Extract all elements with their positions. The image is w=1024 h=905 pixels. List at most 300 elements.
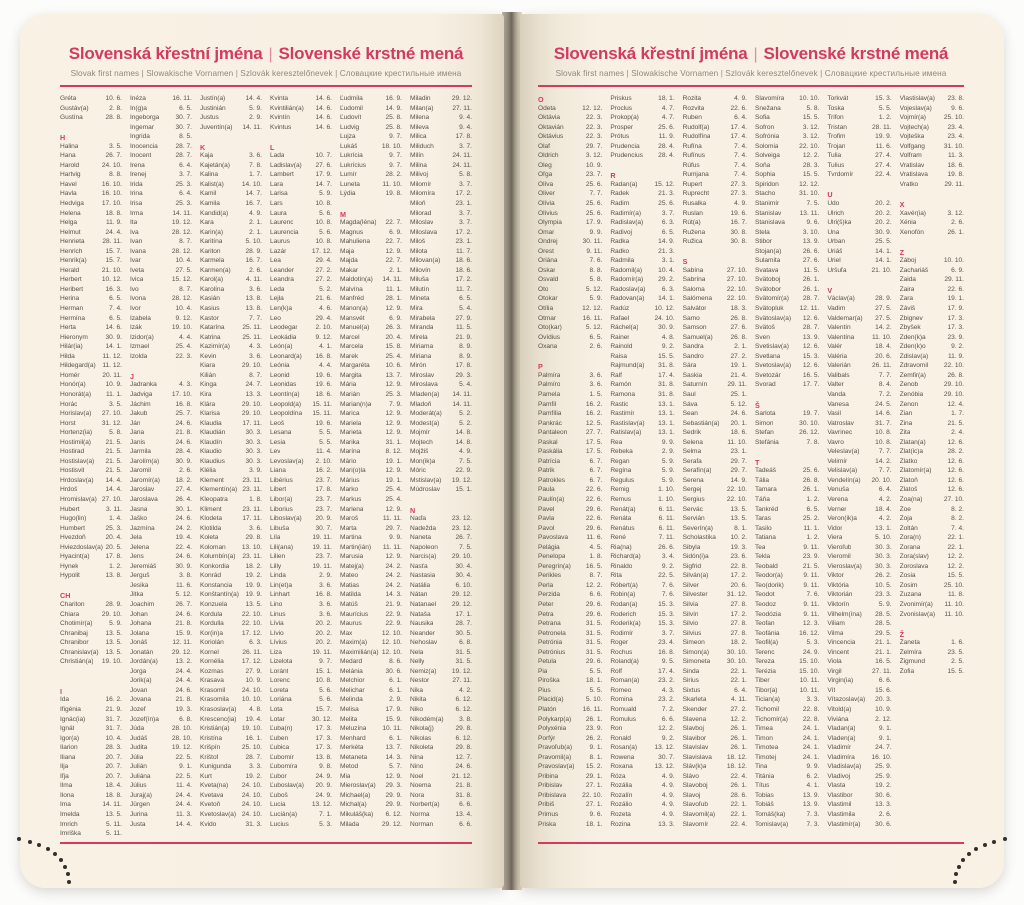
nameday-date: 7. 8. [806, 438, 820, 446]
name-entry [900, 114, 964, 124]
nameday-date: 5. 10. [875, 534, 892, 542]
name-label: Záviš [899, 305, 916, 313]
name-entry [610, 706, 674, 716]
nameday-date: 11. 9. [658, 133, 675, 141]
name-label: Klélia [200, 467, 216, 475]
nameday-date: 2. 5. [951, 658, 964, 666]
nameday-date: 27. 10. [943, 495, 964, 503]
nameday-date: 15. 11. [312, 400, 332, 408]
name-entry [610, 324, 674, 334]
name-entry [130, 229, 192, 239]
nameday-date: 8. 1. [734, 524, 747, 532]
name-entry [827, 725, 891, 735]
name-label: Viktorín [827, 600, 850, 608]
bottom-rule [60, 842, 472, 844]
name-label: Lambert [270, 171, 294, 179]
nameday-date: 15. 10. [799, 667, 820, 675]
name-entry [130, 544, 192, 554]
name-label: Levoslav(a) [270, 457, 304, 465]
name-entry [410, 572, 472, 582]
nameday-date: 14. 1. [105, 343, 122, 351]
nameday-date: 20. 3. [875, 696, 892, 704]
nameday-date: 7. 1. [319, 811, 332, 819]
name-label: Prudencius [610, 152, 643, 160]
name-entry [130, 735, 192, 745]
name-entry [683, 496, 747, 506]
nameday-date: 10. 8. [315, 200, 332, 208]
nameday-date: 14. 4. [175, 820, 192, 828]
nameday-date: 15. 8. [385, 343, 402, 351]
name-entry [60, 381, 122, 391]
name-entry [827, 582, 891, 592]
name-label: Inéza [130, 95, 146, 102]
name-label: Vratislava [899, 171, 928, 179]
nameday-date: 5. 5. [319, 438, 332, 446]
nameday-date: 9. 9. [589, 228, 603, 236]
nameday-date: 25. 11. [242, 333, 262, 341]
nameday-date: 29. 4. [315, 257, 332, 265]
name-label: Štefan [755, 429, 774, 437]
name-entry [755, 486, 819, 496]
name-label: Jaroslava [130, 495, 158, 503]
name-label: Robin(a) [610, 591, 636, 599]
nameday-date: 22. 6. [947, 285, 964, 293]
name-entry [827, 439, 891, 449]
nameday-date: 2. 6. [249, 266, 262, 274]
name-label: Milomír [410, 180, 432, 188]
name-label: Miluša [410, 276, 429, 284]
nameday-date: 9. 11. [586, 247, 603, 255]
name-entry [683, 420, 747, 430]
name-label: Kvinta [270, 95, 289, 102]
name-label: Selma [682, 448, 702, 456]
name-entry [410, 706, 472, 716]
nameday-date: 17. 5. [585, 438, 603, 446]
name-label: Tibor(a) [755, 686, 778, 694]
name-entry [130, 152, 192, 162]
name-entry [130, 716, 192, 726]
nameday-date: 10. 4. [105, 734, 122, 742]
name-entry [60, 343, 122, 353]
name-label: Silván(a) [682, 572, 709, 580]
name-entry [340, 467, 402, 477]
nameday-date: 30. 7. [175, 114, 192, 122]
name-label: Salvátor [682, 305, 707, 313]
name-label: Slavboj [682, 725, 704, 733]
nameday-date: 20. 2. [315, 629, 332, 637]
name-label: Vidor [827, 524, 843, 532]
name-entry [130, 391, 192, 401]
name-label: Ovídius [538, 333, 561, 341]
name-entry [410, 343, 472, 353]
nameday-date: 3. 3. [806, 696, 820, 704]
name-label: Klaudín [200, 438, 223, 446]
name-entry [270, 744, 332, 754]
nameday-date: 13. 9. [802, 801, 820, 809]
name-label: Ingrida [130, 133, 150, 141]
nameday-date: 30. 11. [582, 238, 603, 246]
name-entry [130, 706, 192, 716]
nameday-date: 15. 9. [175, 629, 192, 637]
name-entry [538, 286, 602, 296]
name-entry [827, 601, 891, 611]
name-entry [683, 439, 747, 449]
name-entry [683, 467, 747, 477]
nameday-date: 29. 10. [451, 553, 472, 561]
name-entry [827, 754, 891, 764]
nameday-date: 19. 1. [385, 457, 402, 465]
name-entry [538, 248, 602, 258]
nameday-date: 30. 5. [455, 629, 472, 637]
name-entry [755, 754, 819, 764]
name-entry [410, 410, 472, 420]
nameday-date: 17. 9. [385, 706, 402, 713]
section-letter [270, 143, 332, 153]
name-label: Remus [610, 495, 631, 503]
name-label: Milovín [410, 266, 431, 274]
name-entry [610, 773, 674, 783]
name-label: Tomáš(ka) [755, 811, 786, 819]
nameday-date: 3. 8. [459, 715, 472, 723]
nameday-date: 19. 11. [312, 562, 332, 570]
nameday-date: 20. 10. [871, 476, 892, 484]
name-label: Liborius [270, 505, 293, 513]
nameday-date: 20. 6. [875, 352, 892, 360]
name-entry [610, 486, 674, 496]
name-label: Herina [60, 295, 80, 303]
name-entry [538, 763, 602, 773]
name-label: Nikoleta [410, 744, 434, 752]
name-label: Rúfus [682, 161, 700, 169]
name-label: Hilda [60, 352, 75, 360]
nameday-date: 11. 9. [105, 219, 122, 227]
name-label: Lejla [270, 295, 284, 303]
name-label: Simeon [682, 639, 705, 647]
name-entry [340, 544, 402, 554]
nameday-date: 26. 6. [658, 543, 675, 551]
name-label: Vratislav [899, 161, 925, 169]
name-label: Terenc [755, 648, 775, 656]
name-entry [610, 391, 674, 401]
name-entry [610, 716, 674, 726]
nameday-date: 13. 1. [658, 400, 675, 408]
name-entry [60, 324, 122, 334]
name-label: Zvonislav(a) [899, 610, 935, 618]
name-entry [755, 716, 819, 726]
nameday-date: 15. 10. [799, 658, 820, 666]
name-label: Lívia [270, 620, 284, 628]
nameday-date: 11. 6. [875, 142, 892, 150]
nameday-date: 16. 12. [799, 629, 820, 637]
nameday-date: 19. 8. [385, 190, 402, 198]
nameday-date: 24. 5. [875, 400, 892, 408]
nameday-date: 29. 7. [730, 457, 747, 465]
name-label: Romulus [610, 715, 636, 723]
nameday-date: 26. 8. [730, 314, 747, 322]
name-label: Jazmína [130, 524, 155, 532]
nameday-date: 6. 9. [951, 266, 964, 274]
name-label: Rút(a) [682, 219, 701, 227]
nameday-date: 11. 10. [871, 333, 892, 341]
name-entry [610, 114, 674, 124]
name-label: Uriáš [827, 247, 843, 255]
name-entry [200, 162, 262, 172]
name-entry [755, 792, 819, 802]
nameday-date: 2. 9. [389, 696, 402, 704]
nameday-date: 29. 10. [241, 410, 262, 418]
nameday-date: 14. 1. [875, 257, 892, 265]
nameday-date: 10. 6. [385, 362, 402, 370]
name-entry [200, 114, 262, 124]
name-label: Pravoslav(a) [538, 763, 575, 771]
name-entry [755, 429, 819, 439]
name-label: Hostisvit [60, 467, 85, 475]
name-entry [270, 458, 332, 468]
nameday-date: 30. 3. [245, 438, 262, 446]
blank-row [60, 124, 122, 134]
name-entry [270, 410, 332, 420]
name-entry [270, 105, 332, 115]
name-label: Jesika [130, 581, 149, 589]
name-entry [900, 143, 964, 153]
name-label: Maxim(a) [340, 639, 368, 647]
name-entry [610, 429, 674, 439]
name-entry [827, 486, 891, 496]
name-label: Regan [610, 457, 630, 465]
name-label: Pamfília [538, 410, 562, 418]
name-label: Margaréta [340, 362, 370, 370]
name-label: Krasava [200, 677, 224, 685]
nameday-date: 24. 10. [241, 791, 262, 799]
nameday-date: 29. 10. [241, 400, 262, 408]
name-label: Lukáš [340, 142, 358, 150]
name-entry [755, 353, 819, 363]
name-label: Judita [130, 744, 148, 752]
name-entry [200, 668, 262, 678]
name-entry [410, 401, 472, 411]
section-letter-label: R [610, 171, 616, 181]
name-label: Mateo [340, 572, 359, 580]
name-label: Pravoľub(a) [538, 744, 572, 752]
nameday-date: 13. 11. [799, 209, 820, 217]
blank-row [200, 133, 262, 143]
name-entry [60, 162, 122, 172]
nameday-date: 5. 3. [806, 639, 820, 647]
nameday-date: 9. 12. [315, 333, 332, 341]
right-page [520, 14, 1004, 888]
nameday-date: 5. 2. [459, 419, 472, 427]
nameday-date: 23. 11. [242, 476, 262, 484]
name-entry [683, 620, 747, 630]
nameday-date: 26. 1. [730, 744, 747, 752]
name-entry [538, 143, 602, 153]
name-label: Pelágia [538, 543, 560, 551]
name-label: Kira [200, 390, 212, 398]
name-entry [683, 267, 747, 277]
name-label: Stibor [755, 238, 772, 246]
nameday-date: 13. 5. [105, 811, 122, 819]
name-entry [60, 744, 122, 754]
name-label: Kinga [200, 381, 217, 389]
name-label: Vladan(a) [827, 725, 856, 733]
name-entry [340, 171, 402, 181]
name-entry [340, 429, 402, 439]
name-label: Hostimil(a) [60, 438, 91, 446]
name-entry [410, 687, 472, 697]
name-label: Hrdoslav(a) [60, 476, 94, 484]
name-entry [410, 143, 472, 153]
name-label: Herbert [60, 276, 82, 284]
name-entry [60, 171, 122, 181]
nameday-date: 2. 12. [875, 715, 892, 723]
name-label: Tereza [755, 658, 775, 666]
name-entry [340, 295, 402, 305]
nameday-date: 17. 2. [455, 190, 472, 198]
name-label: Tekla [755, 553, 771, 561]
name-label: Velimír [827, 457, 848, 465]
name-entry [60, 649, 122, 659]
nameday-date: 15. 7. [315, 706, 332, 713]
name-entry [60, 105, 122, 115]
nameday-date: 3. 9. [249, 467, 262, 475]
name-entry [538, 601, 602, 611]
name-label: Martin(ián) [340, 543, 371, 551]
name-label: Rozvita [682, 104, 705, 112]
name-entry [610, 353, 674, 363]
name-entry [827, 152, 891, 162]
nameday-date: 6. 8. [179, 715, 192, 723]
name-label: Rufínus [682, 152, 706, 160]
nameday-date: 29. 8. [245, 534, 262, 542]
name-entry [340, 754, 402, 764]
nameday-date: 19. 9. [245, 591, 262, 599]
name-entry [340, 448, 402, 458]
nameday-date: 22. 1. [730, 801, 747, 809]
nameday-date: 1. 2. [109, 562, 122, 570]
name-label: Libor(a) [270, 495, 293, 503]
name-label: Ilma [60, 782, 73, 790]
nameday-date: 11. 10. [944, 600, 964, 608]
nameday-date: 12. 9. [385, 247, 402, 255]
nameday-date: 13. 10. [241, 543, 262, 551]
name-label: Havla [60, 190, 77, 198]
nameday-date: 28. 1. [385, 295, 402, 303]
name-entry [755, 496, 819, 506]
name-label: Konzuela [200, 600, 228, 608]
name-entry [755, 190, 819, 200]
name-entry [683, 162, 747, 172]
name-label: Vladen(a) [827, 734, 856, 742]
name-label: Salómena [682, 295, 712, 303]
nameday-date: 5. 9. [661, 467, 675, 475]
name-label: Ľubomíra [270, 763, 298, 771]
name-label: Meluzína [340, 725, 367, 733]
name-label: Inocent [130, 152, 152, 160]
name-label: Mieroslav(a) [340, 782, 376, 790]
name-label: Mikuláš(ka) [340, 811, 374, 819]
name-entry [610, 133, 674, 143]
name-label: Tea [755, 543, 766, 551]
section-letter-label: U [827, 190, 833, 200]
names-column [538, 95, 602, 830]
name-entry [610, 190, 674, 200]
name-entry [610, 782, 674, 792]
name-entry [900, 152, 964, 162]
name-label: Nikolas [410, 734, 432, 742]
name-entry [610, 105, 674, 115]
name-entry [683, 782, 747, 792]
name-label: Mileva [410, 123, 429, 131]
nameday-date: 31. 5. [455, 648, 472, 656]
name-entry [683, 611, 747, 621]
name-label: Martina [340, 534, 362, 542]
nameday-date: 12. 12. [582, 104, 603, 112]
name-label: Tadeáš [755, 467, 776, 475]
name-label: Hvezdoň [60, 534, 86, 542]
nameday-date: 4. 3. [249, 343, 262, 351]
name-entry [755, 276, 819, 286]
name-entry [200, 229, 262, 239]
name-entry [610, 286, 674, 296]
name-label: Regína [610, 467, 632, 475]
name-label: Priska [538, 820, 557, 828]
name-entry [755, 668, 819, 678]
nameday-date: 13. 2. [175, 658, 192, 666]
nameday-date: 3. 7. [459, 209, 472, 217]
nameday-date: 19. 12. [171, 744, 192, 752]
name-entry [410, 668, 472, 678]
name-entry [340, 267, 402, 277]
nameday-date: 4. 5. [589, 543, 603, 551]
nameday-date: 9. 5. [661, 658, 675, 666]
name-entry [270, 620, 332, 630]
name-entry [538, 229, 602, 239]
nameday-date: 20. 4. [105, 534, 122, 542]
section-letter-label: P [538, 362, 543, 372]
name-label: Lorenc [270, 677, 290, 685]
nameday-date: 27. 11. [871, 667, 892, 675]
nameday-date: 5. 5. [589, 686, 603, 694]
name-entry [200, 534, 262, 544]
name-label: Irena [130, 161, 145, 169]
name-label: Igor(a) [60, 734, 80, 742]
name-label: Manfréd [340, 295, 364, 303]
name-label: Torkvát [827, 95, 849, 102]
name-entry [270, 496, 332, 506]
name-entry [410, 181, 472, 191]
name-label: Jürgen [130, 801, 150, 809]
section-letter [610, 171, 674, 181]
name-entry [755, 181, 819, 191]
name-entry [410, 114, 472, 124]
nameday-date: 28. 4. [175, 448, 192, 456]
name-entry [340, 716, 402, 726]
nameday-date: 18. 6. [455, 257, 472, 265]
name-label: Lin(et)a [270, 581, 292, 589]
name-label: Leodegar [270, 324, 298, 332]
nameday-date: 7. 5. [459, 457, 472, 465]
name-entry [200, 706, 262, 716]
nameday-date: 25. 9. [875, 772, 892, 780]
name-label: Serena [682, 476, 704, 484]
nameday-date: 23. 4. [947, 123, 964, 131]
name-label: Nelly [410, 658, 425, 666]
name-label: Ramón [610, 381, 632, 389]
name-label: Nasťa [410, 562, 428, 570]
name-entry [755, 534, 819, 544]
name-entry [610, 735, 674, 745]
name-entry [610, 506, 674, 516]
